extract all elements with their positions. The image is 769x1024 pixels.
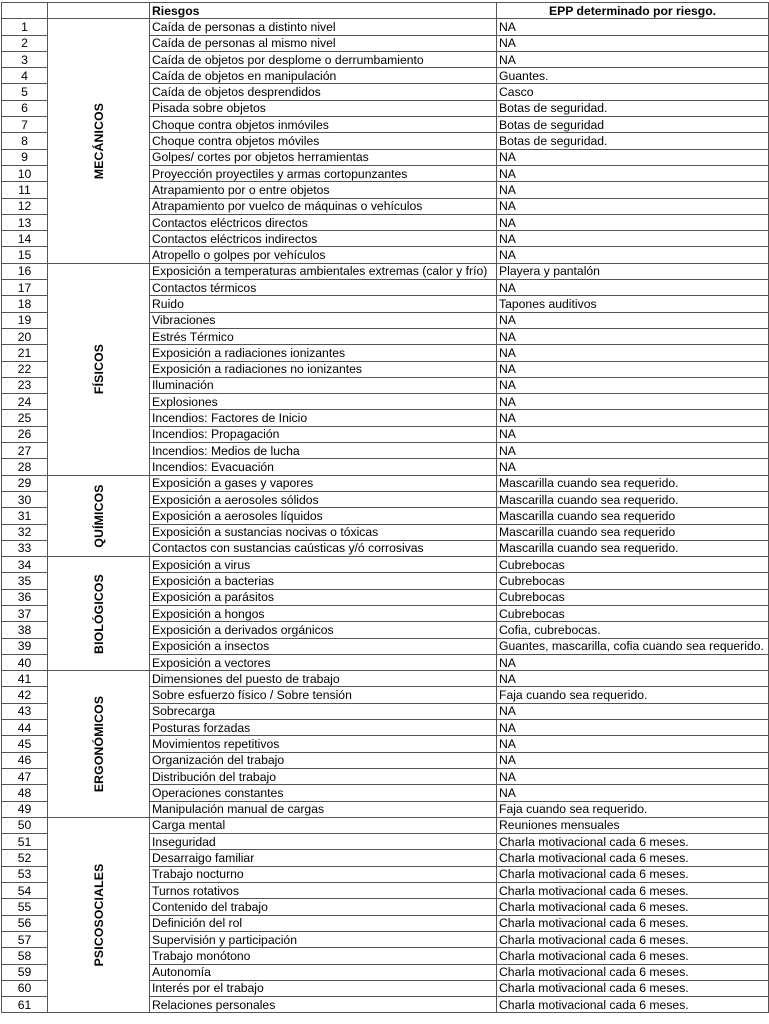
- row-number: 3: [2, 51, 48, 67]
- table-row: [2, 557, 769, 573]
- category-cell: [48, 475, 150, 556]
- row-number: 30: [2, 491, 48, 507]
- epp-cell: NA: [497, 720, 769, 736]
- category-label: ERGONÓMICOS: [91, 695, 106, 793]
- risk-cell: Posturas forzadas: [150, 720, 497, 736]
- risk-cell: Pisada sobre objetos: [150, 100, 497, 116]
- risk-cell: Choque contra objetos móviles: [150, 133, 497, 149]
- category-cell: [48, 19, 150, 263]
- row-number: 24: [2, 394, 48, 410]
- row-number: 17: [2, 280, 48, 296]
- epp-cell: Mascarilla cuando sea requerido.: [497, 475, 769, 491]
- row-number: 11: [2, 182, 48, 198]
- risk-cell: Manipulación manual de cargas: [150, 801, 497, 817]
- epp-cell: Charla motivacional cada 6 meses.: [497, 931, 769, 947]
- risk-cell: Incendios: Evacuación: [150, 459, 497, 475]
- row-number: 51: [2, 834, 48, 850]
- epp-cell: NA: [497, 214, 769, 230]
- row-number: 14: [2, 231, 48, 247]
- epp-cell: NA: [497, 51, 769, 67]
- risk-cell: Estrés Térmico: [150, 328, 497, 344]
- epp-cell: Charla motivacional cada 6 meses.: [497, 948, 769, 964]
- row-number: 32: [2, 524, 48, 540]
- category-label: MECÁNICOS: [91, 102, 106, 180]
- risk-cell: Organización del trabajo: [150, 752, 497, 768]
- risk-cell: Interés por el trabajo: [150, 980, 497, 996]
- epp-cell: Charla motivacional cada 6 meses.: [497, 997, 769, 1013]
- row-number: 5: [2, 84, 48, 100]
- risk-cell: Contactos con sustancias caústicas y/ó corrosivas: [150, 540, 497, 556]
- risk-cell: Caída de objetos en manipulación: [150, 68, 497, 84]
- epp-cell: Charla motivacional cada 6 meses.: [497, 850, 769, 866]
- risk-cell: Exposición a aerosoles líquidos: [150, 508, 497, 524]
- risk-cell: Inseguridad: [150, 834, 497, 850]
- row-number: 44: [2, 720, 48, 736]
- risk-cell: Incendios: Propagación: [150, 426, 497, 442]
- risk-cell: Incendios: Factores de Inicio: [150, 410, 497, 426]
- row-number: 7: [2, 117, 48, 133]
- row-number: 50: [2, 817, 48, 833]
- table-body: [2, 19, 769, 1013]
- table-header-row: [2, 3, 769, 19]
- risk-table: [1, 2, 769, 1013]
- risk-cell: Exposición a temperaturas ambientales extremas (calor y frío): [150, 263, 497, 279]
- risk-cell: Movimientos repetitivos: [150, 736, 497, 752]
- epp-cell: Playera y pantalón: [497, 263, 769, 279]
- risk-cell: Exposición a radiaciones ionizantes: [150, 345, 497, 361]
- row-number: 27: [2, 443, 48, 459]
- risk-cell: Sobre esfuerzo físico / Sobre tensión: [150, 687, 497, 703]
- row-number: 57: [2, 931, 48, 947]
- epp-cell: NA: [497, 703, 769, 719]
- epp-cell: NA: [497, 426, 769, 442]
- epp-cell: NA: [497, 785, 769, 801]
- epp-cell: Mascarilla cuando sea requerido: [497, 524, 769, 540]
- header-risk: Riesgos: [150, 3, 497, 19]
- epp-cell: NA: [497, 361, 769, 377]
- row-number: 59: [2, 964, 48, 980]
- epp-cell: NA: [497, 736, 769, 752]
- epp-cell: Cubrebocas: [497, 605, 769, 621]
- epp-cell: Casco: [497, 84, 769, 100]
- risk-cell: Exposición a insectos: [150, 638, 497, 654]
- table-row: [2, 19, 769, 35]
- risk-cell: Caída de objetos por desplome o derrumbamiento: [150, 51, 497, 67]
- row-number: 8: [2, 133, 48, 149]
- table-row: [2, 817, 769, 833]
- row-number: 19: [2, 312, 48, 328]
- epp-cell: NA: [497, 35, 769, 51]
- risk-cell: Proyección proyectiles y armas cortopunzantes: [150, 165, 497, 181]
- header-category: [48, 3, 150, 19]
- risk-cell: Exposición a vectores: [150, 654, 497, 670]
- risk-cell: Exposición a parásitos: [150, 589, 497, 605]
- epp-cell: NA: [497, 231, 769, 247]
- epp-cell: NA: [497, 377, 769, 393]
- risk-cell: Atropello o golpes por vehículos: [150, 247, 497, 263]
- epp-cell: Charla motivacional cada 6 meses.: [497, 964, 769, 980]
- epp-cell: NA: [497, 198, 769, 214]
- risk-cell: Atrapamiento por o entre objetos: [150, 182, 497, 198]
- row-number: 33: [2, 540, 48, 556]
- risk-cell: Vibraciones: [150, 312, 497, 328]
- row-number: 37: [2, 605, 48, 621]
- risk-cell: Trabajo nocturno: [150, 866, 497, 882]
- risk-cell: Exposición a bacterias: [150, 573, 497, 589]
- epp-cell: Charla motivacional cada 6 meses.: [497, 915, 769, 931]
- epp-cell: Charla motivacional cada 6 meses.: [497, 883, 769, 899]
- risk-cell: Exposición a derivados orgánicos: [150, 622, 497, 638]
- epp-cell: Charla motivacional cada 6 meses.: [497, 866, 769, 882]
- row-number: 25: [2, 410, 48, 426]
- epp-cell: Cubrebocas: [497, 573, 769, 589]
- epp-cell: NA: [497, 394, 769, 410]
- epp-cell: Cofia, cubrebocas.: [497, 622, 769, 638]
- epp-cell: Charla motivacional cada 6 meses.: [497, 834, 769, 850]
- risk-cell: Definición del rol: [150, 915, 497, 931]
- epp-cell: NA: [497, 247, 769, 263]
- row-number: 23: [2, 377, 48, 393]
- category-label: PSICOSOCIALES: [91, 863, 106, 967]
- row-number: 45: [2, 736, 48, 752]
- epp-cell: NA: [497, 654, 769, 670]
- risk-cell: Desarraigo familiar: [150, 850, 497, 866]
- epp-cell: NA: [497, 182, 769, 198]
- row-number: 53: [2, 866, 48, 882]
- epp-cell: Mascarilla cuando sea requerido.: [497, 540, 769, 556]
- epp-cell: NA: [497, 459, 769, 475]
- row-number: 29: [2, 475, 48, 491]
- row-number: 52: [2, 850, 48, 866]
- table-row: [2, 475, 769, 491]
- risk-cell: Incendios: Medios de lucha: [150, 443, 497, 459]
- risk-cell: Golpes/ cortes por objetos herramientas: [150, 149, 497, 165]
- epp-cell: NA: [497, 328, 769, 344]
- risk-cell: Trabajo monótono: [150, 948, 497, 964]
- row-number: 38: [2, 622, 48, 638]
- risk-cell: Dimensiones del puesto de trabajo: [150, 671, 497, 687]
- epp-cell: NA: [497, 752, 769, 768]
- epp-cell: NA: [497, 149, 769, 165]
- header-number: [2, 3, 48, 19]
- row-number: 56: [2, 915, 48, 931]
- epp-cell: Mascarilla cuando sea requerido.: [497, 491, 769, 507]
- epp-cell: NA: [497, 443, 769, 459]
- epp-cell: NA: [497, 345, 769, 361]
- row-number: 36: [2, 589, 48, 605]
- risk-cell: Operaciones constantes: [150, 785, 497, 801]
- epp-cell: Guantes.: [497, 68, 769, 84]
- row-number: 35: [2, 573, 48, 589]
- risk-cell: Exposición a sustancias nocivas o tóxicas: [150, 524, 497, 540]
- risk-cell: Carga mental: [150, 817, 497, 833]
- risk-cell: Caída de personas a distinto nivel: [150, 19, 497, 35]
- row-number: 6: [2, 100, 48, 116]
- table-row: [2, 263, 769, 279]
- risk-cell: Explosiones: [150, 394, 497, 410]
- row-number: 18: [2, 296, 48, 312]
- row-number: 1: [2, 19, 48, 35]
- risk-cell: Turnos rotativos: [150, 883, 497, 899]
- epp-cell: NA: [497, 280, 769, 296]
- epp-cell: Reuniones mensuales: [497, 817, 769, 833]
- row-number: 2: [2, 35, 48, 51]
- epp-cell: NA: [497, 19, 769, 35]
- epp-cell: NA: [497, 312, 769, 328]
- epp-cell: Cubrebocas: [497, 557, 769, 573]
- row-number: 21: [2, 345, 48, 361]
- risk-cell: Distribución del trabajo: [150, 768, 497, 784]
- risk-cell: Exposición a gases y vapores: [150, 475, 497, 491]
- epp-cell: Tapones auditivos: [497, 296, 769, 312]
- row-number: 54: [2, 883, 48, 899]
- row-number: 34: [2, 557, 48, 573]
- epp-cell: Charla motivacional cada 6 meses.: [497, 980, 769, 996]
- row-number: 9: [2, 149, 48, 165]
- category-cell: [48, 557, 150, 671]
- row-number: 12: [2, 198, 48, 214]
- epp-cell: Faja cuando sea requerido.: [497, 801, 769, 817]
- risk-cell: Exposición a virus: [150, 557, 497, 573]
- risk-cell: Contenido del trabajo: [150, 899, 497, 915]
- row-number: 26: [2, 426, 48, 442]
- risk-cell: Caída de personas al mismo nivel: [150, 35, 497, 51]
- category-label: BIOLÓGICOS: [91, 573, 106, 654]
- risk-cell: Contactos eléctricos directos: [150, 214, 497, 230]
- row-number: 60: [2, 980, 48, 996]
- epp-cell: Botas de seguridad.: [497, 133, 769, 149]
- row-number: 43: [2, 703, 48, 719]
- row-number: 48: [2, 785, 48, 801]
- epp-cell: Botas de seguridad: [497, 117, 769, 133]
- epp-cell: Cubrebocas: [497, 589, 769, 605]
- epp-cell: Mascarilla cuando sea requerido: [497, 508, 769, 524]
- risk-cell: Iluminación: [150, 377, 497, 393]
- epp-cell: Faja cuando sea requerido.: [497, 687, 769, 703]
- row-number: 46: [2, 752, 48, 768]
- category-cell: [48, 263, 150, 475]
- row-number: 41: [2, 671, 48, 687]
- risk-cell: Exposición a aerosoles sólidos: [150, 491, 497, 507]
- category-label: QUÍMICOS: [91, 484, 106, 548]
- row-number: 13: [2, 214, 48, 230]
- row-number: 20: [2, 328, 48, 344]
- row-number: 4: [2, 68, 48, 84]
- row-number: 31: [2, 508, 48, 524]
- row-number: 58: [2, 948, 48, 964]
- risk-cell: Exposición a hongos: [150, 605, 497, 621]
- row-number: 55: [2, 899, 48, 915]
- risk-cell: Contactos térmicos: [150, 280, 497, 296]
- row-number: 47: [2, 768, 48, 784]
- row-number: 22: [2, 361, 48, 377]
- row-number: 49: [2, 801, 48, 817]
- risk-cell: Exposición a radiaciones no ionizantes: [150, 361, 497, 377]
- epp-cell: NA: [497, 410, 769, 426]
- header-epp: EPP determinado por riesgo.: [497, 3, 769, 19]
- row-number: 61: [2, 997, 48, 1013]
- row-number: 39: [2, 638, 48, 654]
- risk-cell: Relaciones personales: [150, 997, 497, 1013]
- epp-cell: NA: [497, 671, 769, 687]
- row-number: 16: [2, 263, 48, 279]
- table-row: [2, 671, 769, 687]
- category-label: FÍSICOS: [91, 344, 106, 395]
- category-cell: [48, 817, 150, 1013]
- row-number: 42: [2, 687, 48, 703]
- risk-cell: Caída de objetos desprendidos: [150, 84, 497, 100]
- risk-cell: Atrapamiento por vuelco de máquinas o vehículos: [150, 198, 497, 214]
- row-number: 28: [2, 459, 48, 475]
- risk-cell: Contactos eléctricos indirectos: [150, 231, 497, 247]
- risk-cell: Ruido: [150, 296, 497, 312]
- row-number: 10: [2, 165, 48, 181]
- risk-cell: Choque contra objetos inmóviles: [150, 117, 497, 133]
- epp-cell: Botas de seguridad.: [497, 100, 769, 116]
- epp-cell: Guantes, mascarilla, cofia cuando sea requerido.: [497, 638, 769, 654]
- risk-cell: Sobrecarga: [150, 703, 497, 719]
- category-cell: [48, 671, 150, 818]
- row-number: 15: [2, 247, 48, 263]
- epp-cell: NA: [497, 165, 769, 181]
- epp-cell: Charla motivacional cada 6 meses.: [497, 899, 769, 915]
- risk-cell: Autonomía: [150, 964, 497, 980]
- row-number: 40: [2, 654, 48, 670]
- epp-cell: NA: [497, 768, 769, 784]
- risk-cell: Supervisión y participación: [150, 931, 497, 947]
